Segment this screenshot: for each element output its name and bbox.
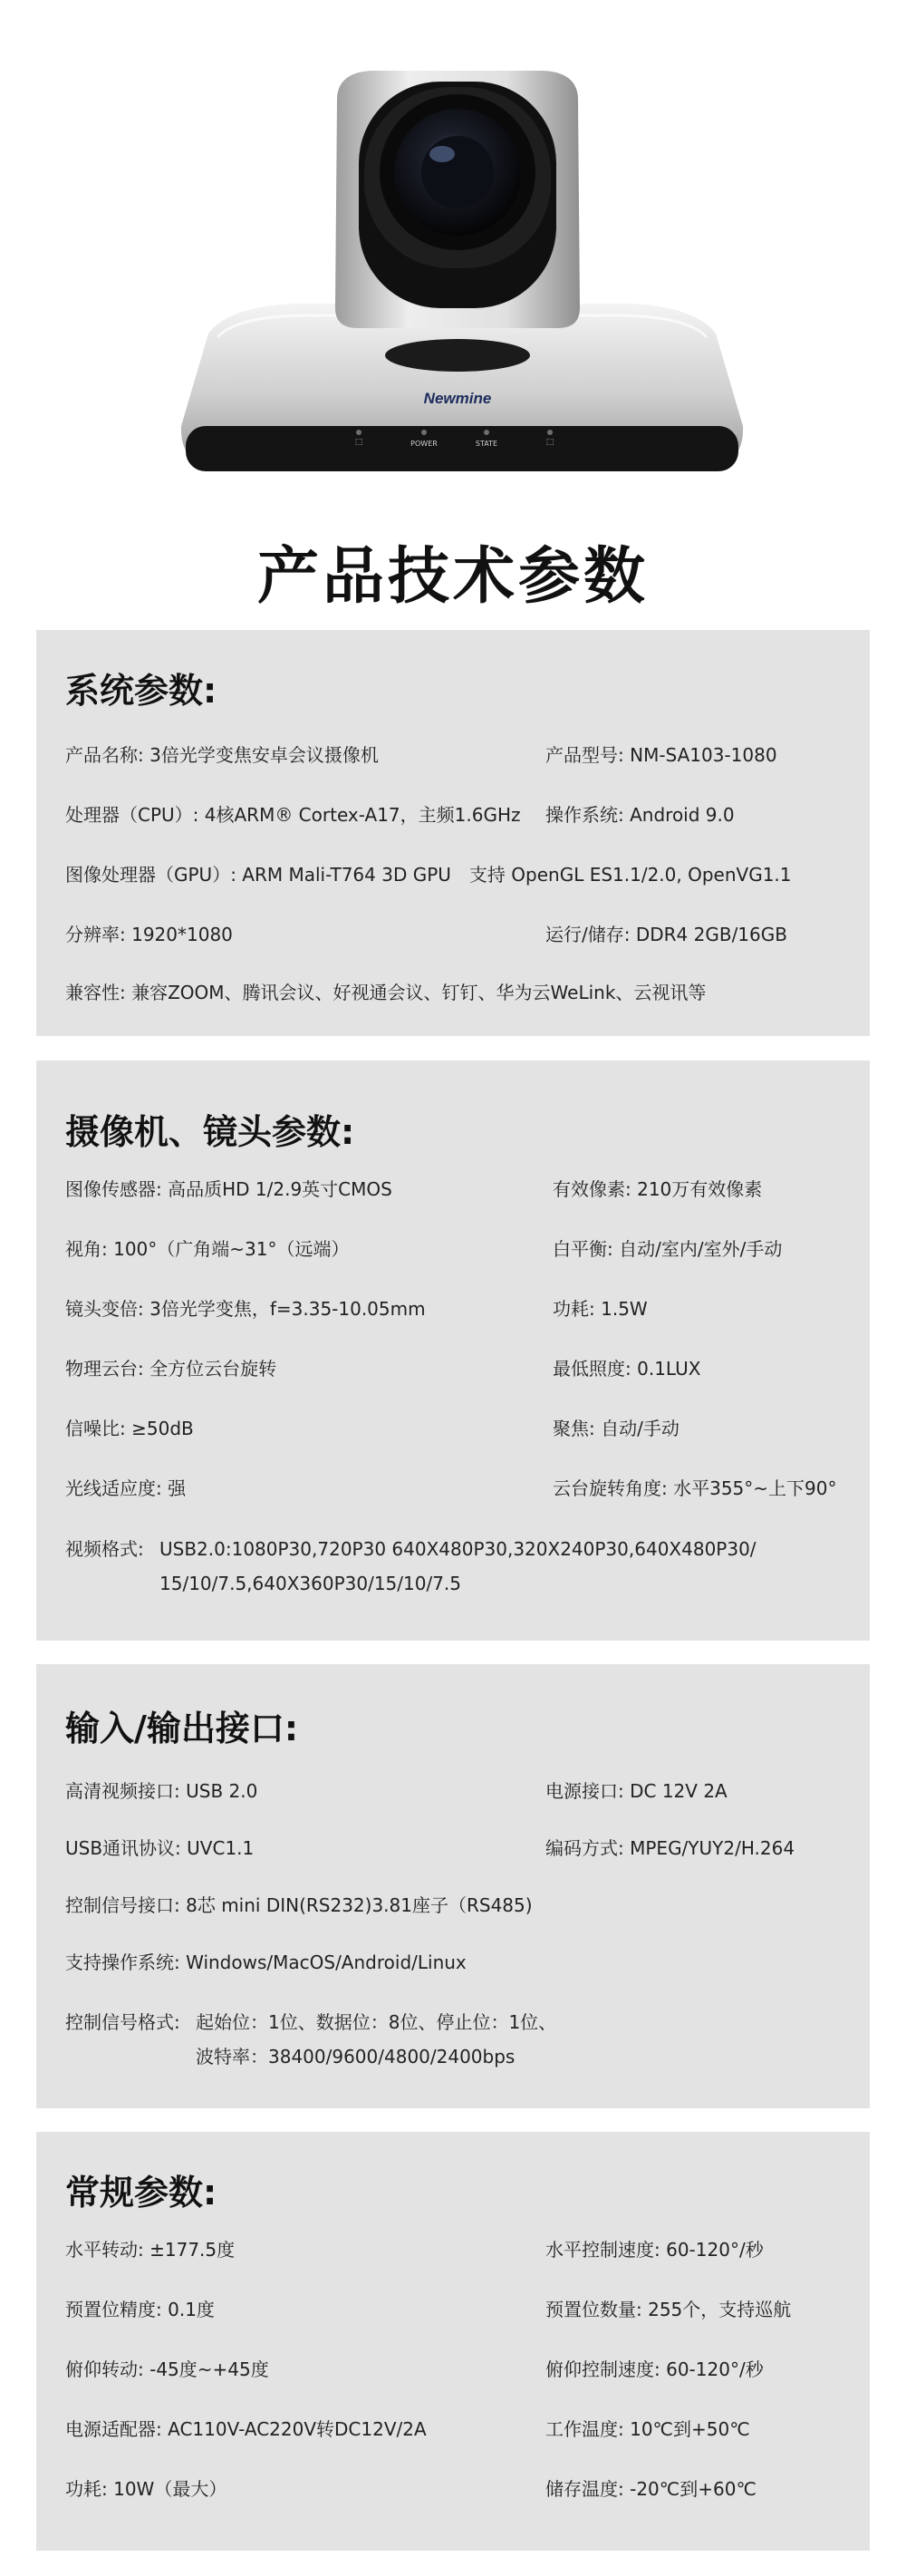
spec-label: 工作温度: bbox=[545, 2418, 624, 2440]
spec-row bbox=[65, 857, 852, 893]
spec-item bbox=[65, 1470, 186, 1506]
svg-text:⬚: ⬚ bbox=[354, 438, 363, 447]
spec-label: 产品型号: bbox=[545, 744, 624, 766]
spec-label: 高清视频接口: bbox=[65, 1780, 180, 1802]
spec-label: 图像传感器: bbox=[65, 1178, 162, 1200]
spec-item bbox=[65, 1410, 194, 1447]
spec-row bbox=[65, 974, 852, 1011]
spec-row bbox=[65, 2411, 852, 2447]
spec-value: 10W（最大） bbox=[113, 2478, 227, 2500]
spec-item bbox=[65, 857, 792, 893]
spec-row bbox=[65, 2232, 852, 2268]
spec-label: 水平控制速度: bbox=[545, 2239, 660, 2261]
spec-item bbox=[65, 1351, 276, 1387]
spec-item bbox=[65, 2351, 269, 2387]
spec-label: 分辨率: bbox=[65, 924, 126, 945]
spec-value: UVC1.1 bbox=[187, 1837, 255, 1859]
spec-label: 视角: bbox=[65, 1238, 108, 1260]
spec-label: 云台旋转角度: bbox=[553, 1477, 668, 1499]
spec-item-control-format bbox=[65, 2005, 863, 2077]
spec-value: 100°（广角端~31°（远端） bbox=[113, 1238, 350, 1260]
section-io-interfaces bbox=[36, 1664, 870, 2108]
spec-label: 白平衡: bbox=[553, 1238, 613, 1260]
spec-label: 图像处理器（GPU）: bbox=[65, 864, 236, 886]
spec-row bbox=[65, 1944, 852, 1980]
spec-item bbox=[65, 2291, 215, 2328]
spec-row bbox=[65, 1887, 852, 1923]
spec-label: 俯仰转动: bbox=[65, 2358, 144, 2380]
spec-value: ≥50dB bbox=[131, 1418, 194, 1439]
spec-value-line: USB2.0:1080P30,720P30 640X480P30,320X240P30,640X480P30/ bbox=[159, 1538, 757, 1560]
spec-value: 高品质HD 1/2.9英寸CMOS bbox=[168, 1178, 392, 1200]
spec-item bbox=[65, 1830, 254, 1866]
spec-label: 光线适应度: bbox=[65, 1477, 162, 1499]
spec-label: 物理云台: bbox=[65, 1358, 144, 1380]
spec-label: 预置位数量: bbox=[545, 2299, 642, 2320]
spec-item bbox=[553, 1410, 680, 1447]
spec-row bbox=[65, 1231, 852, 1267]
spec-row bbox=[65, 1351, 852, 1387]
spec-item bbox=[65, 797, 521, 833]
spec-item bbox=[65, 2232, 235, 2268]
spec-label: 水平转动: bbox=[65, 2239, 144, 2261]
spec-value: Android 9.0 bbox=[630, 804, 735, 826]
spec-label: 俯仰控制速度: bbox=[545, 2358, 660, 2380]
spec-row bbox=[65, 1773, 852, 1809]
spec-label: 视频格式: bbox=[65, 1538, 144, 1560]
spec-label: 电源接口: bbox=[545, 1780, 624, 1802]
spec-row bbox=[65, 2291, 852, 2328]
spec-value: 210万有效像素 bbox=[637, 1178, 763, 1200]
spec-value: 3倍光学变焦，f=3.35-10.05mm bbox=[149, 1298, 426, 1320]
spec-value: 全方位云台旋转 bbox=[149, 1358, 277, 1380]
spec-item bbox=[553, 1231, 782, 1267]
spec-value: DDR4 2GB/16GB bbox=[635, 924, 787, 945]
spec-value: 10℃到+50℃ bbox=[630, 2418, 750, 2440]
spec-item bbox=[545, 916, 787, 953]
spec-label: 兼容性: bbox=[65, 982, 126, 1003]
spec-row bbox=[65, 1830, 852, 1866]
spec-label: 有效像素: bbox=[553, 1178, 631, 1200]
spec-row bbox=[65, 1291, 852, 1327]
spec-row bbox=[65, 1470, 852, 1506]
spec-value-line: 波特率：38400/9600/4800/2400bps bbox=[196, 2046, 516, 2068]
spec-value: 3倍光学变焦安卓会议摄像机 bbox=[149, 744, 379, 766]
spec-item bbox=[545, 2351, 764, 2387]
spec-value: -20℃到+60℃ bbox=[630, 2478, 757, 2500]
power-label: POWER bbox=[410, 440, 438, 448]
section-system-params bbox=[36, 630, 870, 1036]
spec-label: 支持操作系统: bbox=[65, 1951, 180, 1973]
spec-value: NM-SA103-1080 bbox=[630, 744, 777, 766]
spec-value: 强 bbox=[168, 1477, 187, 1499]
spec-value: Windows/MacOS/Android/Linux bbox=[186, 1951, 467, 1973]
spec-value: 自动/手动 bbox=[601, 1418, 680, 1439]
spec-value: ARM Mali-T764 3D GPU 支持 OpenGL ES1.1/2.0, OpenVG1.1 bbox=[242, 864, 792, 886]
section-title: 常规参数: bbox=[65, 2173, 217, 2213]
spec-value: 4核ARM® Cortex-A17，主频1.6GHz bbox=[204, 804, 521, 826]
state-label: STATE bbox=[475, 440, 498, 448]
spec-item bbox=[65, 916, 233, 953]
spec-value: 8芯 mini DIN(RS232)3.81座子（RS485) bbox=[186, 1894, 533, 1916]
spec-value: 0.1LUX bbox=[637, 1358, 701, 1380]
spec-value: 1.5W bbox=[601, 1298, 648, 1320]
spec-item bbox=[545, 1773, 728, 1809]
spec-value: AC110V-AC220V转DC12V/2A bbox=[168, 2418, 427, 2440]
spec-item bbox=[65, 737, 379, 773]
spec-value: USB 2.0 bbox=[186, 1780, 258, 1802]
spec-item bbox=[553, 1351, 700, 1387]
spec-value-line: 起始位：1位、数据位：8位、停止位：1位、 bbox=[196, 2011, 557, 2033]
spec-label: 产品名称: bbox=[65, 744, 144, 766]
spec-item bbox=[65, 2471, 226, 2507]
page-title: 产品技术参数 bbox=[256, 541, 649, 613]
spec-label: 镜头变倍: bbox=[65, 1298, 144, 1320]
spec-value: ±177.5度 bbox=[149, 2239, 236, 2261]
spec-label: 聚焦: bbox=[553, 1418, 595, 1439]
spec-value: -45度~+45度 bbox=[149, 2358, 269, 2380]
brand-logo: Newmine bbox=[423, 390, 492, 407]
spec-item bbox=[553, 1291, 648, 1327]
spec-item bbox=[553, 1171, 762, 1207]
section-title: 系统参数: bbox=[65, 671, 217, 711]
section-general-params bbox=[36, 2132, 870, 2551]
spec-label: 最低照度: bbox=[553, 1358, 631, 1380]
spec-label: 信噪比: bbox=[65, 1418, 126, 1439]
spec-item bbox=[545, 797, 735, 833]
section-title: 输入/输出接口: bbox=[65, 1709, 299, 1748]
spec-row bbox=[65, 2471, 852, 2507]
spec-item bbox=[65, 974, 706, 1011]
spec-item bbox=[545, 2232, 764, 2268]
spec-label: 处理器（CPU）: bbox=[65, 804, 199, 826]
spec-label: 控制信号格式: bbox=[65, 2011, 180, 2033]
svg-text:⬚: ⬚ bbox=[545, 438, 554, 447]
spec-label: 编码方式: bbox=[545, 1837, 624, 1859]
spec-item bbox=[545, 1830, 795, 1866]
spec-row bbox=[65, 916, 852, 953]
spec-item bbox=[65, 1231, 350, 1267]
spec-item bbox=[65, 1887, 533, 1923]
spec-value: DC 12V 2A bbox=[630, 1780, 728, 1802]
spec-label: 预置位精度: bbox=[65, 2299, 162, 2320]
spec-label: 储存温度: bbox=[545, 2478, 624, 2500]
spec-value: 60-120°/秒 bbox=[666, 2358, 764, 2380]
spec-label: 功耗: bbox=[553, 1298, 595, 1320]
spec-item bbox=[553, 1470, 837, 1506]
spec-row bbox=[65, 797, 852, 833]
spec-value: 1920*1080 bbox=[131, 924, 233, 945]
spec-item bbox=[545, 2291, 791, 2328]
product-image bbox=[0, 0, 906, 508]
spec-item bbox=[65, 1944, 467, 1980]
spec-row bbox=[65, 1410, 852, 1447]
spec-item bbox=[65, 1291, 426, 1327]
spec-item bbox=[545, 2471, 757, 2507]
spec-value: 255个，支持巡航 bbox=[648, 2299, 792, 2320]
spec-item bbox=[545, 2411, 750, 2447]
spec-value: 0.1度 bbox=[168, 2299, 215, 2320]
spec-row bbox=[65, 2351, 852, 2387]
spec-item bbox=[65, 1171, 392, 1207]
spec-label: USB通讯协议: bbox=[65, 1837, 181, 1859]
spec-row bbox=[65, 1171, 852, 1207]
spec-label: 电源适配器: bbox=[65, 2418, 162, 2440]
spec-value: 自动/室内/室外/手动 bbox=[619, 1238, 783, 1260]
spec-label: 操作系统: bbox=[545, 804, 624, 826]
spec-value: 兼容ZOOM、腾讯会议、好视通会议、钉钉、华为云WeLink、云视讯等 bbox=[131, 982, 707, 1003]
spec-value: 水平355°~上下90° bbox=[673, 1477, 837, 1499]
ptz-camera-illustration bbox=[0, 0, 906, 508]
spec-label: 运行/储存: bbox=[545, 924, 631, 945]
spec-row bbox=[65, 737, 852, 773]
spec-item bbox=[65, 1773, 257, 1809]
spec-item-video-format bbox=[65, 1532, 863, 1604]
section-camera-lens-params bbox=[36, 1060, 870, 1641]
spec-label: 功耗: bbox=[65, 2478, 108, 2500]
section-title: 摄像机、镜头参数: bbox=[65, 1112, 355, 1152]
spec-item bbox=[65, 2411, 427, 2447]
spec-item bbox=[545, 737, 777, 773]
spec-label: 控制信号接口: bbox=[65, 1894, 180, 1916]
spec-value: 60-120°/秒 bbox=[666, 2239, 764, 2261]
spec-value: MPEG/YUY2/H.264 bbox=[630, 1837, 795, 1859]
spec-value-line: 15/10/7.5,640X360P30/15/10/7.5 bbox=[159, 1573, 462, 1594]
